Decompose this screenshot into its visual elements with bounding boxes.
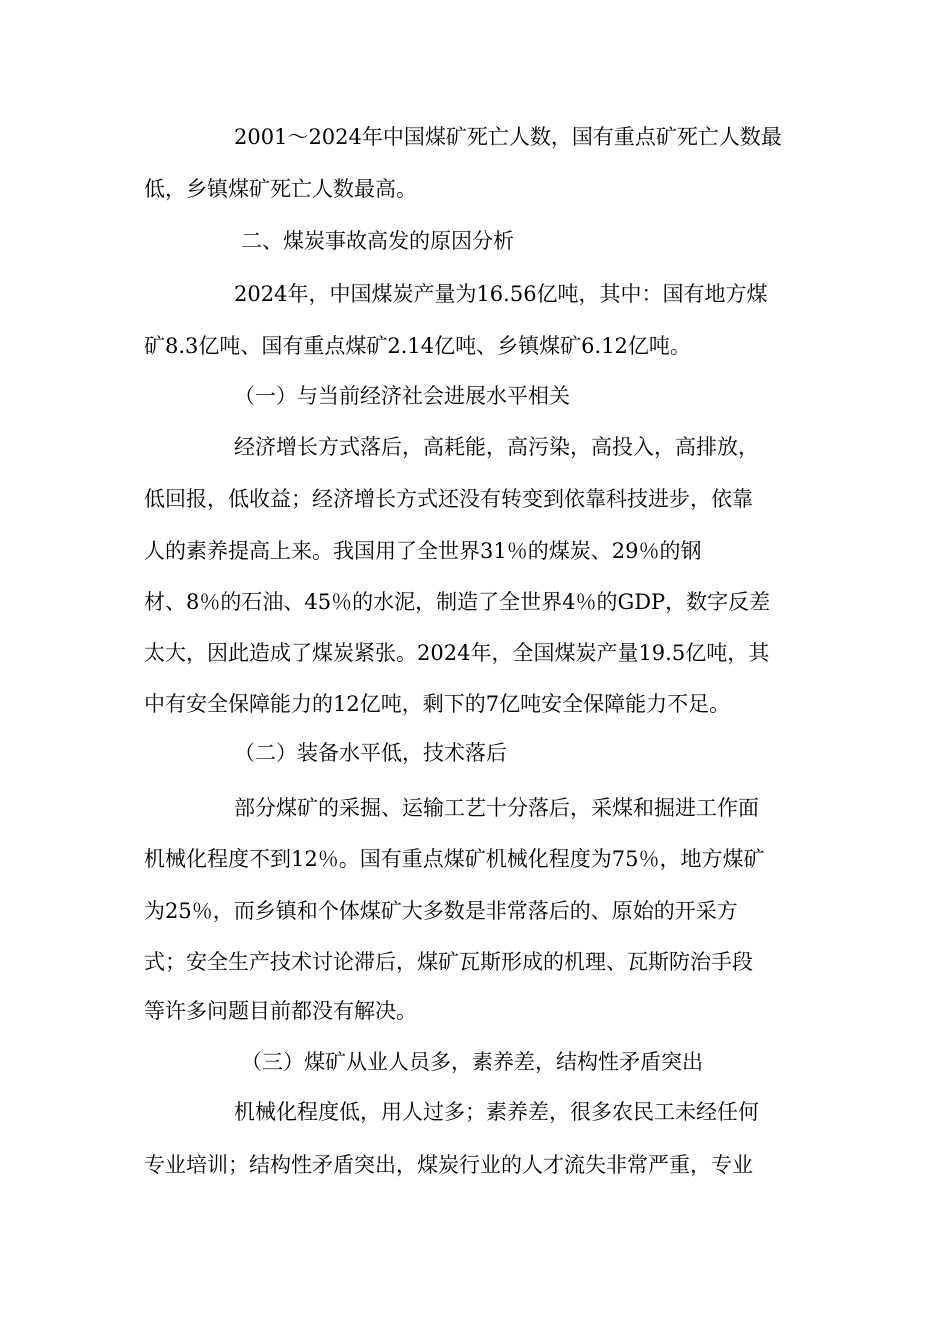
text-line: 式；安全生产技术讨论滞后，煤矿瓦斯形成的机理、瓦斯防治手段 [144,950,753,974]
text-line: 太大，因此造成了煤炭紧张。2024年，全国煤炭产量19.5亿吨，其 [144,641,770,665]
text-line: 2024年，中国煤炭产量为16.56亿吨，其中：国有地方煤 [234,282,768,306]
text-line: 材、8％的石油、45％的水泥，制造了全世界4％的GDP，数字反差 [144,590,771,614]
text-line: 机械化程度不到12％。国有重点煤矿机械化程度为75％，地方煤矿 [144,847,765,871]
text-line: 2001～2024年中国煤矿死亡人数，国有重点矿死亡人数最 [234,125,782,149]
text-line: 专业培训；结构性矛盾突出，煤炭行业的人才流失非常严重，专业 [144,1153,753,1177]
text-line: 为25％，而乡镇和个体煤矿大多数是非常落后的、原始的开采方 [144,899,738,923]
text-line: 部分煤矿的采掘、运输工艺十分落后，采煤和掘进工作面 [234,796,759,820]
text-line: 人的素养提高上来。我国用了全世界31％的煤炭、29％的钢 [144,539,702,563]
subsection-heading: （三）煤矿从业人员多，素养差，结构性矛盾突出 [241,1050,703,1074]
subsection-heading: （二）装备水平低，技术落后 [234,741,507,765]
text-line: 等许多问题目前都没有解决。 [144,999,417,1023]
text-line: 矿8.3亿吨、国有重点煤矿2.14亿吨、乡镇煤矿6.12亿吨。 [144,334,691,358]
text-line: 经济增长方式落后，高耗能，高污染，高投入，高排放， [234,435,759,459]
text-line: 机械化程度低，用人过多；素养差，很多农民工未经任何 [234,1100,759,1124]
text-line: 低，乡镇煤矿死亡人数最高。 [144,177,417,201]
subsection-heading: （一）与当前经济社会进展水平相关 [234,384,570,408]
text-line: 低回报，低收益；经济增长方式还没有转变到依靠科技进步，依靠 [144,487,753,511]
section-heading: 二、煤炭事故高发的原因分析 [241,229,514,253]
text-line: 中有安全保障能力的12亿吨，剩下的7亿吨安全保障能力不足。 [144,692,731,716]
